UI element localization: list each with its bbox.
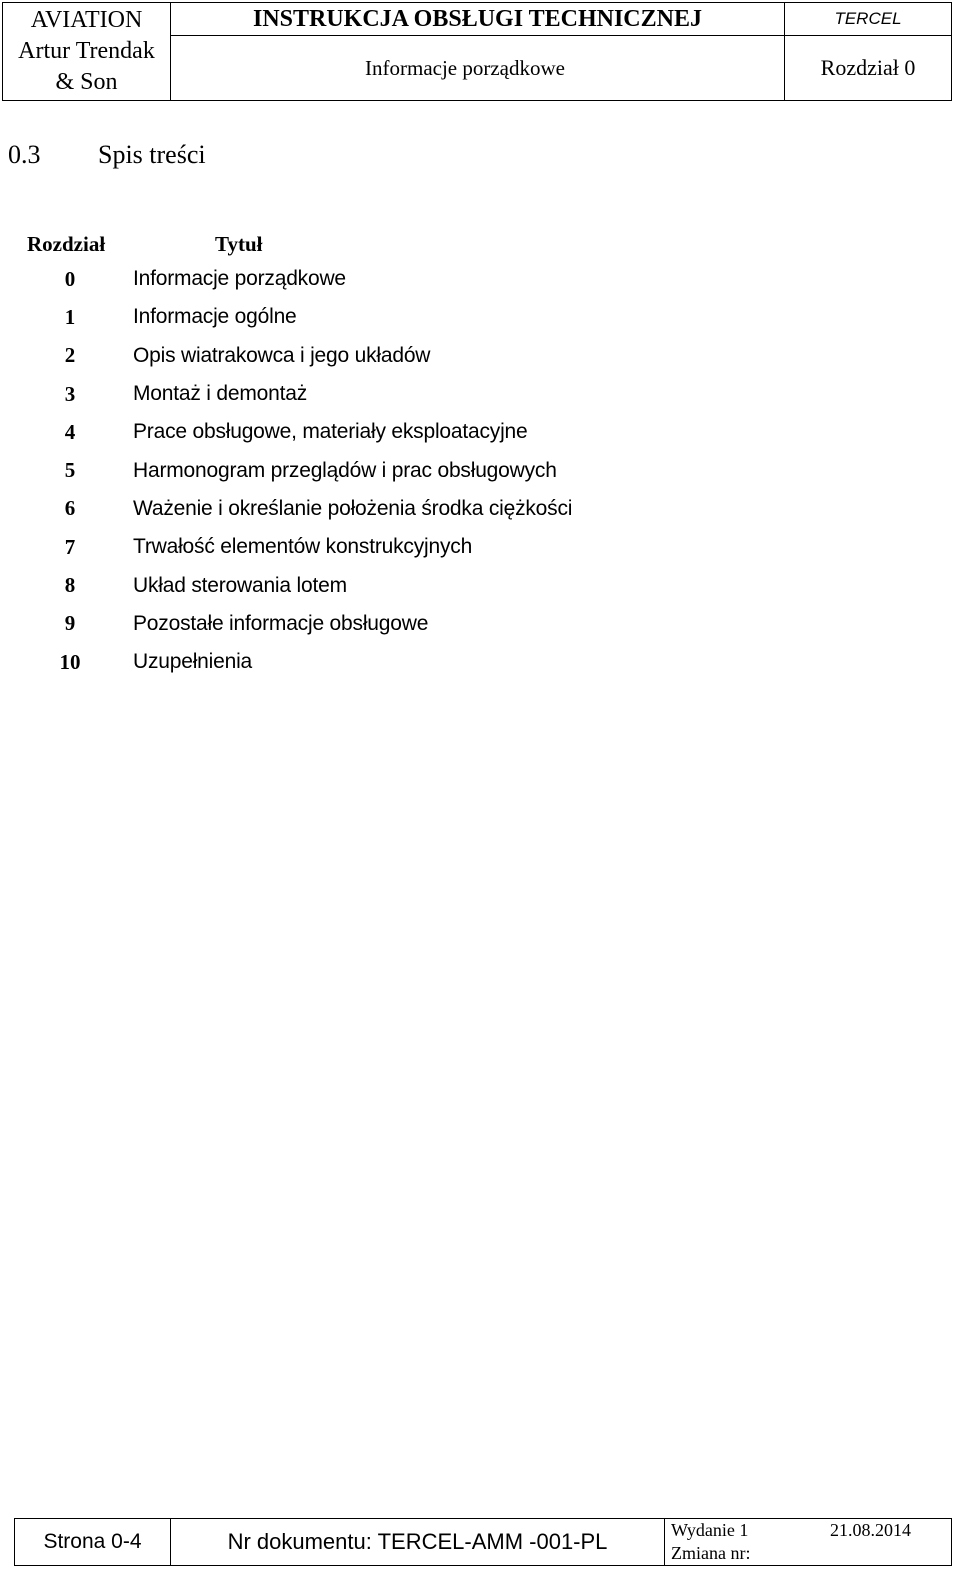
toc-row-number: 1 xyxy=(64,304,76,329)
toc-row-title: Ważenie i określanie położenia środka ciężkości xyxy=(133,496,573,520)
page-footer xyxy=(14,1518,952,1566)
toc-row-title: Trwałość elementów konstrukcyjnych xyxy=(133,535,473,559)
brand-name: TERCEL xyxy=(785,3,952,36)
table-of-contents xyxy=(27,228,727,681)
toc-row-title: Uzupełnienia xyxy=(133,650,253,674)
page-header xyxy=(2,2,952,101)
toc-row-number: 6 xyxy=(64,496,76,521)
manual-title: INSTRUKCJA OBSŁUGI TECHNICZNEJ xyxy=(171,3,785,36)
section-heading xyxy=(8,140,206,170)
toc-row-number: 5 xyxy=(64,458,76,483)
toc-row xyxy=(27,260,727,298)
toc-row-number: 0 xyxy=(64,266,76,291)
toc-row-title: Układ sterowania lotem xyxy=(133,573,347,597)
toc-row xyxy=(27,566,727,604)
section-title: Spis treści xyxy=(98,140,206,169)
toc-row xyxy=(27,490,727,528)
toc-row-number: 7 xyxy=(64,534,76,559)
toc-row xyxy=(27,298,727,336)
toc-col-title: Tytuł xyxy=(215,231,263,256)
toc-row-title: Informacje ogólne xyxy=(133,305,297,329)
company-line-1: AVIATION xyxy=(30,7,143,33)
toc-row-title: Informacje porządkowe xyxy=(133,267,346,291)
toc-row xyxy=(27,451,727,489)
toc-row-title: Harmonogram przeglądów i prac obsługowych xyxy=(133,458,557,482)
toc-row-number: 3 xyxy=(64,381,76,406)
company-line-3: & Son xyxy=(55,69,118,95)
company-name xyxy=(3,3,171,101)
section-number: 0.3 xyxy=(8,140,41,169)
toc-row-title: Opis wiatrakowca i jego układów xyxy=(133,343,431,367)
toc-row-number: 10 xyxy=(59,649,81,674)
edition-date: 21.08.2014 xyxy=(830,1520,911,1540)
page-number: Strona 0-4 xyxy=(15,1519,171,1566)
section-name: Informacje porządkowe xyxy=(171,36,785,101)
toc-row-number: 8 xyxy=(64,573,76,598)
toc-row xyxy=(27,337,727,375)
toc-header-row xyxy=(27,228,727,260)
change-label: Zmiana nr: xyxy=(671,1543,751,1563)
toc-row xyxy=(27,605,727,643)
toc-row xyxy=(27,375,727,413)
chapter-reference: Rozdział 0 xyxy=(785,36,952,101)
toc-col-chapter: Rozdział xyxy=(27,231,106,256)
toc-row-title: Pozostałe informacje obsługowe xyxy=(133,611,429,635)
toc-row-number: 9 xyxy=(64,611,76,636)
edition-info xyxy=(665,1519,952,1566)
toc-row xyxy=(27,528,727,566)
toc-row-title: Prace obsługowe, materiały eksploatacyjne xyxy=(133,420,528,444)
toc-row-number: 4 xyxy=(64,419,76,444)
document-number: Nr dokumentu: TERCEL-AMM -001-PL xyxy=(171,1519,665,1566)
toc-row-number: 2 xyxy=(64,343,76,368)
toc-row xyxy=(27,643,727,681)
company-line-2: Artur Trendak xyxy=(18,38,155,64)
edition-label: Wydanie 1 xyxy=(671,1520,749,1540)
toc-row-title: Montaż i demontaż xyxy=(133,382,308,406)
toc-row xyxy=(27,413,727,451)
